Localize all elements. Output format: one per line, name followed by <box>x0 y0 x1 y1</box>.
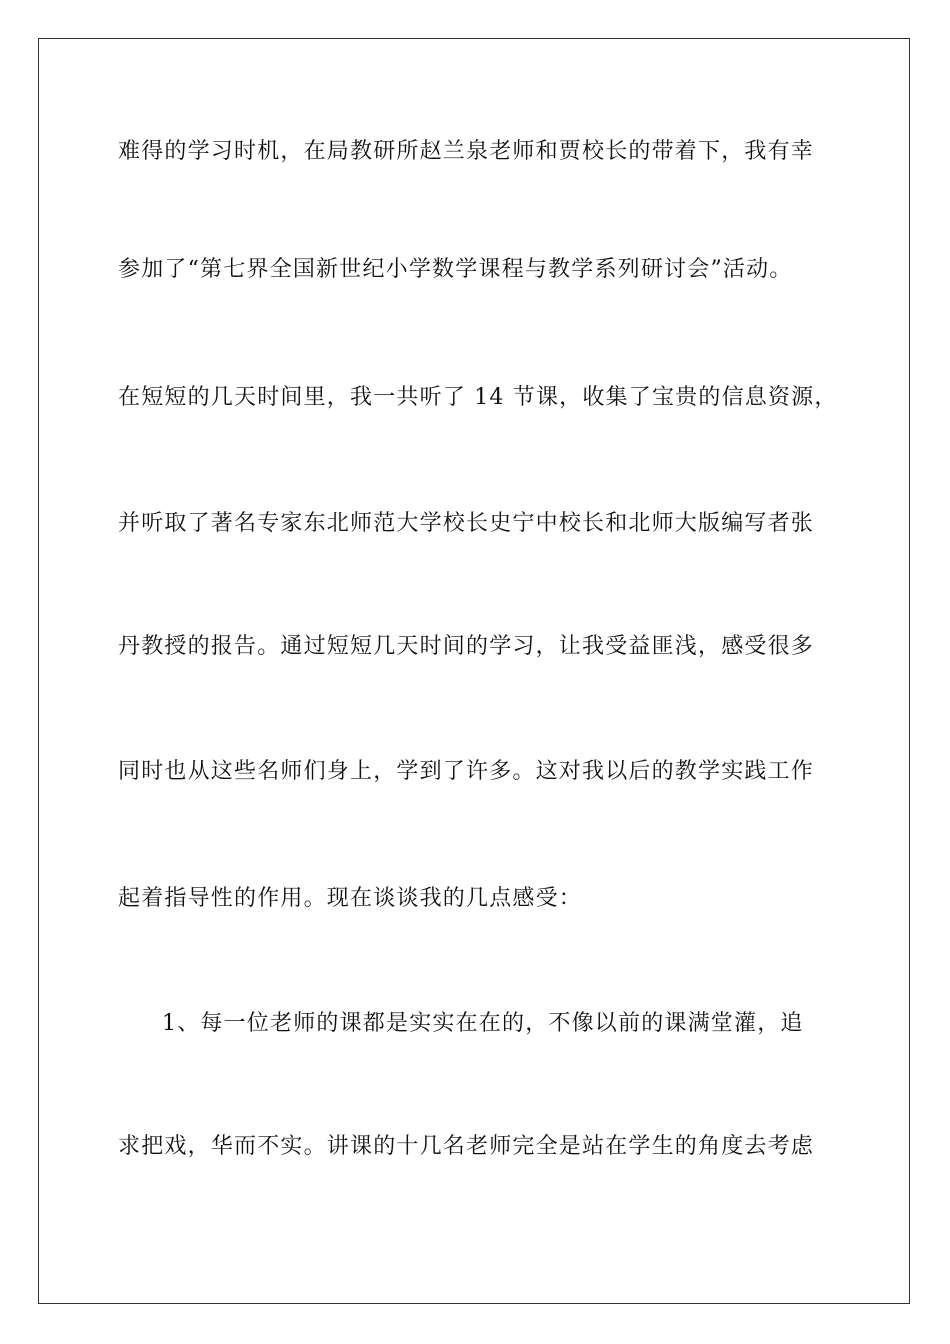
text-line-7: 起着指导性的作用。现在谈谈我的几点感受： <box>118 886 583 911</box>
text-line-9: 求把戏，华而不实。讲课的十几名老师完全是站在学生的角度去考虑 <box>118 1134 815 1159</box>
text-line-5: 丹教授的报告。通过短短几天时间的学习，让我受益匪浅，感受很多 <box>118 634 815 659</box>
text-line-3: 在短短的几天时间里，我一共听了 14 节课，收集了宝贵的信息资源， <box>118 385 838 410</box>
text-line-1: 难得的学习时机，在局教研所赵兰泉老师和贾校长的带着下，我有幸 <box>118 139 815 164</box>
text-line-2: 参加了“第七界全国新世纪小学数学课程与教学系列研讨会”活动。 <box>118 257 793 282</box>
text-line-6: 同时也从这些名师们身上，学到了许多。这对我以后的教学实践工作 <box>118 759 815 784</box>
text-line-8: 1、每一位老师的课都是实实在在的，不像以前的课满堂灌，追 <box>162 1011 804 1036</box>
page-frame <box>38 38 910 1304</box>
text-line-4: 并听取了著名专家东北师范大学校长史宁中校长和北师大版编写者张 <box>118 511 815 536</box>
